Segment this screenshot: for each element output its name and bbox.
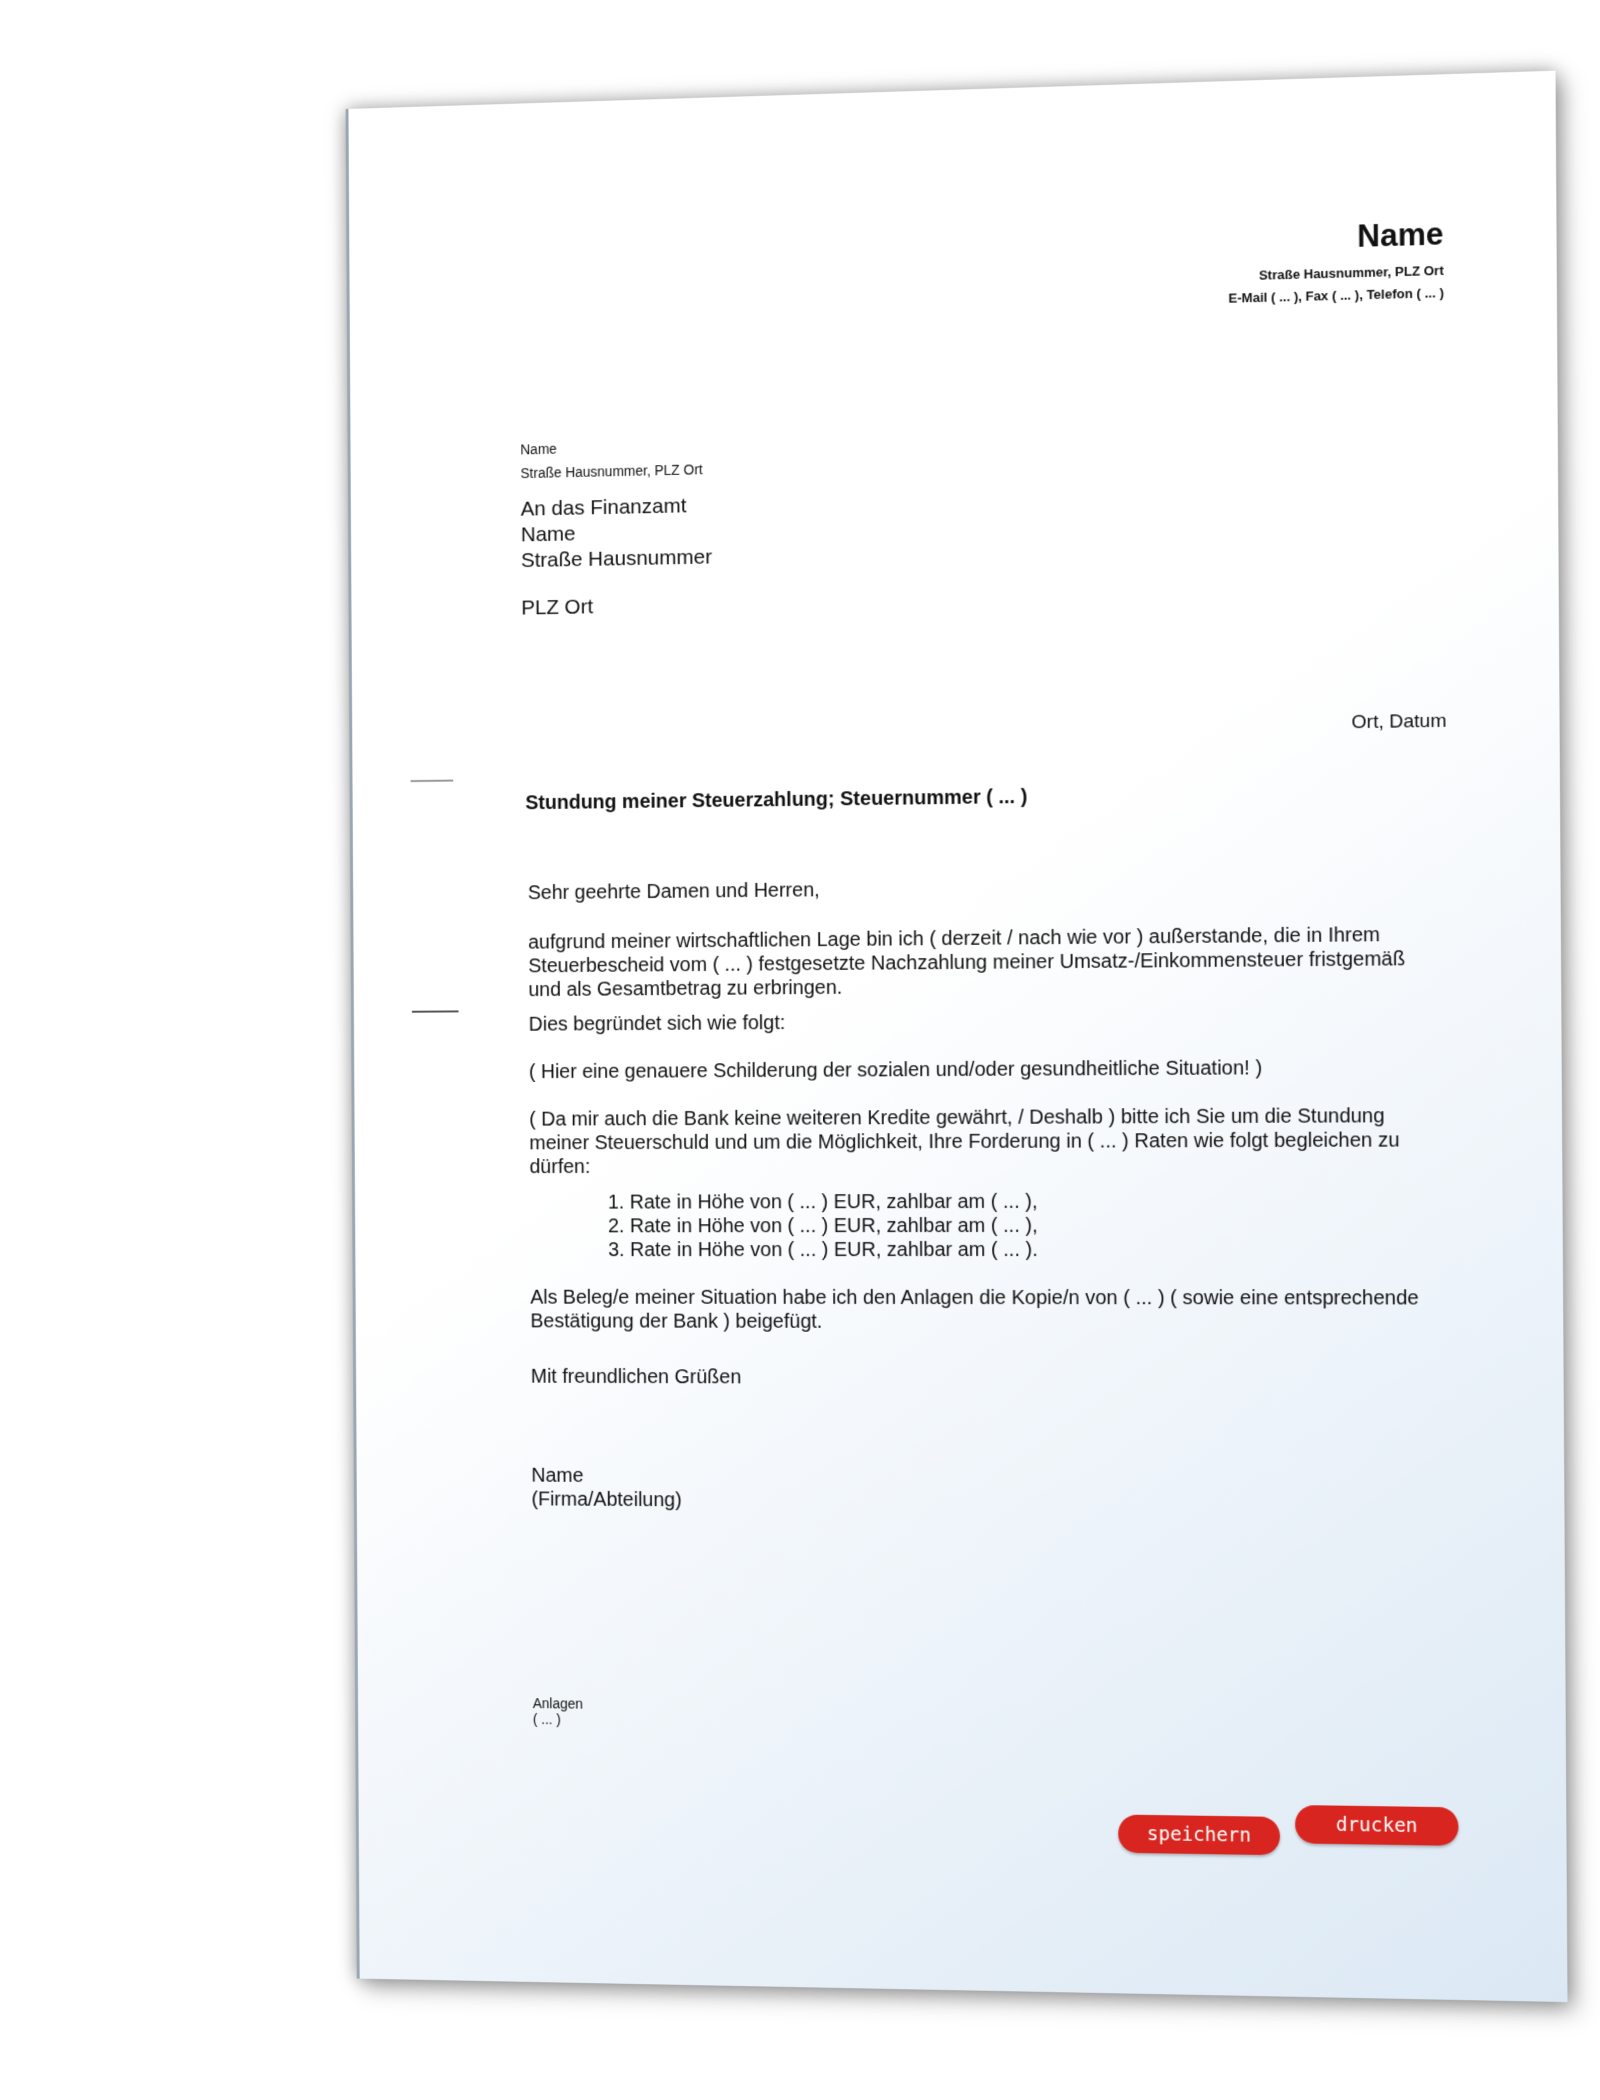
fold-mark-middle (412, 1010, 459, 1012)
sender-address: Straße Hausnummer, PLZ Ort (1258, 262, 1444, 283)
signature-department: (Firma/Abteilung) (531, 1488, 682, 1512)
place-date: Ort, Datum (1351, 710, 1447, 734)
paragraph-request: ( Da mir auch die Bank keine weiteren Kredite gewährt, / Deshalb ) bitte ich Sie um die Stundung meiner Steuerschuld und um die Möglichkeit, Ihre Forderung in ( ... ) Raten wie folgt begleichen zu dürfen: (529, 1105, 1400, 1179)
print-button[interactable]: drucken (1295, 1805, 1459, 1846)
salutation: Sehr geehrte Damen und Herren, (527, 879, 820, 905)
installment-list (608, 1190, 1038, 1262)
closing: Mit freundlichen Grüßen (530, 1365, 742, 1389)
subject-line: Stundung meiner Steuerzahlung; Steuernummer ( ... ) (525, 785, 1028, 815)
paragraph-attachments: Als Beleg/e meiner Situation habe ich den Anlagen die Kopie/n von ( ... ) ( sowie eine entsprechende Bestätigung der Bank ) beigefügt. (530, 1286, 1419, 1333)
recipient-line-1: An das Finanzamt (520, 494, 687, 521)
installment-item: 3. Rate in Höhe von ( ... ) EUR, zahlbar am ( ... ). (608, 1238, 1038, 1262)
return-address-street: Straße Hausnummer, PLZ Ort (520, 461, 703, 482)
installment-item: 2. Rate in Höhe von ( ... ) EUR, zahlbar am ( ... ), (608, 1214, 1038, 1238)
recipient-line-2: Name (520, 522, 576, 547)
signature-block (531, 1464, 1431, 1517)
sender-contact: E-Mail ( ... ), Fax ( ... ), Telefon ( ... ) (1228, 285, 1444, 306)
fold-mark-top (411, 780, 454, 782)
attachments-block (533, 1695, 583, 1727)
installment-item: 1. Rate in Höhe von ( ... ) EUR, zahlbar am ( ... ), (607, 1190, 1038, 1214)
save-button[interactable]: speichern (1118, 1815, 1280, 1856)
paragraph-reason-detail: ( Hier eine genauere Schilderung der sozialen und/oder gesundheitliche Situation! ) (528, 1057, 1263, 1084)
letter-page (346, 71, 1568, 2002)
attachments-label: Anlagen (532, 1695, 584, 1712)
paragraph-situation: aufgrund meiner wirtschaftlichen Lage bin ich ( derzeit / nach wie vor ) außerstande, die in Ihrem Steuerbescheid vom ( ... ) festgesetzte Nachzahlung meiner Umsatz-/Einkommensteuer fristgemäß und als Gesamtbetrag zu erbringen. (528, 924, 1406, 1002)
paragraph-reason-intro: Dies begründet sich wie folgt: (528, 1012, 786, 1036)
attachments-value: ( ... ) (532, 1711, 562, 1728)
sender-name: Name (1357, 216, 1444, 254)
return-address-name: Name (520, 440, 557, 458)
recipient-address (521, 493, 713, 622)
recipient-city: PLZ Ort (521, 595, 594, 620)
recipient-line-3: Straße Hausnummer (520, 545, 713, 573)
signature-name: Name (531, 1464, 584, 1487)
